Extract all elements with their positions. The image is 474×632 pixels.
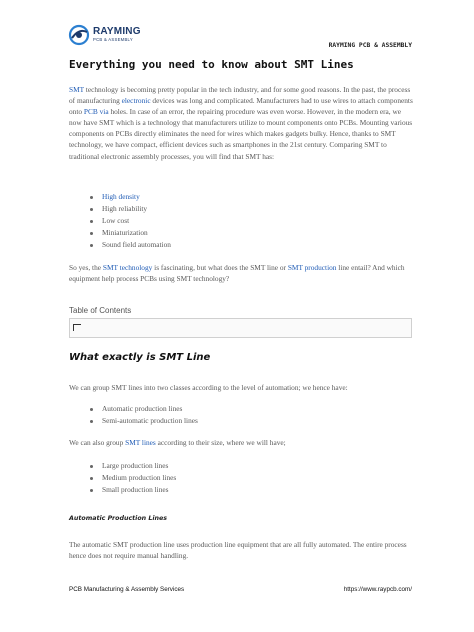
size-intro-text-1: We can also group (69, 438, 126, 447)
list-item: High reliability (90, 203, 171, 215)
page-header (68, 24, 412, 58)
para2-text-3: line entail? And which equipment help process PCBs using SMT technology? (69, 263, 405, 284)
smt-technology-link[interactable]: SMT technology (102, 263, 153, 272)
para2-text-1: So yes, the (69, 263, 103, 272)
electronic-link[interactable]: electronic (121, 96, 151, 106)
list-item: Miniaturization (90, 227, 171, 239)
size-intro (69, 437, 286, 448)
footer-services: PCB Manufacturing & Assembly Services (69, 586, 185, 593)
intro-text-2: devices was long and complicated. Manufacturers had to use wires to attach components onto (69, 96, 413, 117)
high-density-link[interactable]: High density (102, 192, 140, 201)
para2-text-2: is fascinating, but what does the SMT line or (152, 263, 288, 272)
article-title: Everything you need to know about SMT Lines (69, 58, 354, 71)
intro-text-3: holes. In case of an error, the repairing procedure was even worse. However, in the modern era, we now have SMT which is a technology that manufacturers utilize to mount components onto PCBs. Mounting various components on PCBs directly eliminates the need for wires which makes gadgets bulky. Hence, thanks to SMT technology, we have compact, efficient devices such as smartphones in the 21st century. Comparing SMT to traditional electronic assembly processes, you will find that SMT has: (69, 107, 413, 161)
smt-production-link[interactable]: SMT production (287, 263, 337, 272)
subsection-heading: Automatic Production Lines (69, 515, 168, 522)
automatic-lines-paragraph: The automatic SMT production line uses production line equipment that are all fully automated. The entire process hence does not require manual handling. (69, 540, 407, 561)
list-item: Large production lines (90, 460, 176, 472)
pcb-via-link[interactable]: PCB via (83, 107, 109, 117)
header-company-name: RAYMING PCB & ASSEMBLY (328, 42, 412, 49)
logo-subtitle: PCB & ASSEMBLY (93, 37, 133, 43)
list-item: Sound field automation (90, 239, 171, 251)
smt-link[interactable]: SMT (69, 85, 84, 94)
list-item[interactable] (90, 191, 171, 203)
automation-intro: We can group SMT lines into two classes according to the level of automation; we hence have: (69, 383, 348, 392)
smt-question-paragraph (69, 262, 415, 284)
intro-paragraph (69, 84, 415, 162)
company-logo (68, 24, 141, 46)
logo-name: RAYMING (93, 26, 141, 38)
smt-lines-link[interactable]: SMT lines (125, 438, 156, 447)
toc-toggle-icon[interactable] (73, 324, 81, 331)
list-item: Medium production lines (90, 472, 176, 484)
size-intro-text-2: according to their size, where we will have; (155, 438, 286, 447)
footer-url[interactable]: https://www.raypcb.com/ (343, 586, 412, 593)
toc-label: Table of Contents (69, 306, 132, 315)
list-item: Semi-automatic production lines (90, 415, 198, 427)
rayming-logo-icon (68, 24, 90, 46)
list-item: Automatic production lines (90, 403, 198, 415)
automation-list (90, 403, 198, 427)
list-item: Low cost (90, 215, 171, 227)
size-list (90, 460, 176, 496)
benefits-list (90, 191, 171, 251)
section-heading: What exactly is SMT Line (69, 352, 211, 363)
table-of-contents-box[interactable] (69, 318, 412, 338)
list-item: Small production lines (90, 484, 176, 496)
intro-text-1: technology is becoming pretty popular in the tech industry, and for some good reasons. In the past, the process of manufacturing (69, 85, 411, 106)
